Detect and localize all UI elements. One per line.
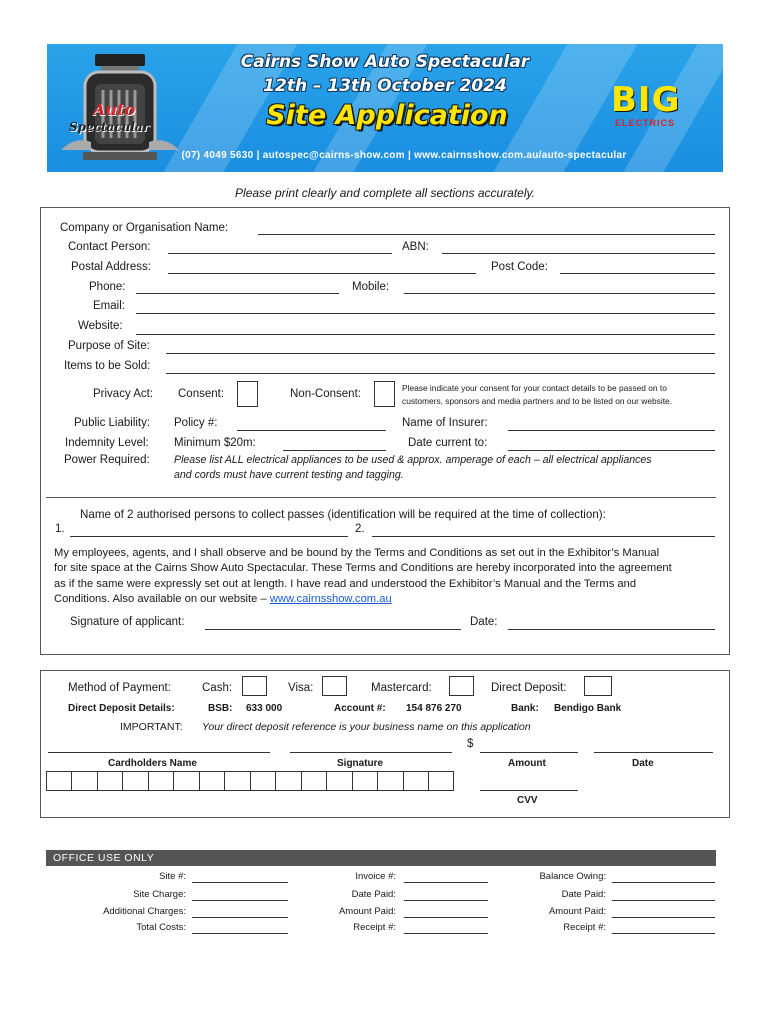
office-date-paid-label: Date Paid: xyxy=(351,889,396,900)
office-amount-paid-label: Amount Paid: xyxy=(338,906,396,917)
website-link[interactable]: www.cairnsshow.com.au xyxy=(269,593,392,606)
office-date-paid-2-field[interactable] xyxy=(612,900,715,901)
privacy-note-line-2: customers, sponsors and media partners and to be listed on our website. xyxy=(402,396,673,406)
section-divider xyxy=(46,497,716,498)
account-label: Account #: xyxy=(334,703,386,714)
cvv-label: CVV xyxy=(517,795,538,806)
office-additional-charges-field[interactable] xyxy=(192,917,288,918)
mastercard-checkbox[interactable] xyxy=(449,676,474,696)
card-digit-divider xyxy=(173,772,174,790)
logo-text-spectacular: Spectacular xyxy=(69,120,150,134)
purpose-field[interactable] xyxy=(166,353,715,354)
payment-date-field[interactable] xyxy=(594,752,713,753)
header-banner xyxy=(47,44,723,172)
terms-line-4 xyxy=(54,592,719,607)
office-site-charge-label: Site Charge: xyxy=(133,889,186,900)
big-logo-text: BIG xyxy=(611,80,681,120)
mobile-field[interactable] xyxy=(404,293,715,294)
office-date-paid-field[interactable] xyxy=(404,900,488,901)
terms-line-2: for site space at the Cairns Show Auto Spectacular. These Terms and Conditions are hereby incorporated into the agreement xyxy=(54,562,672,575)
phone-label: Phone: xyxy=(89,281,126,293)
postal-address-field[interactable] xyxy=(168,273,476,274)
bsb-value: 633 000 xyxy=(246,703,283,714)
contact-person-label: Contact Person: xyxy=(68,241,151,253)
signature-applicant-field[interactable] xyxy=(205,629,461,630)
office-total-costs-field[interactable] xyxy=(192,933,288,934)
office-invoice-field[interactable] xyxy=(404,882,488,883)
office-receipt-label: Receipt #: xyxy=(353,922,396,933)
card-digit-divider xyxy=(377,772,378,790)
card-digit-divider xyxy=(275,772,276,790)
office-amount-paid-2-field[interactable] xyxy=(612,917,715,918)
terms-line-3: as if the same were expressly set out at length. I have read and understood the Exhibitor’s Manual and the Terms and xyxy=(54,577,637,590)
card-digit-divider xyxy=(71,772,72,790)
consent-label: Consent: xyxy=(178,388,225,400)
bank-value: Bendigo Bank xyxy=(554,703,622,714)
office-use-header: OFFICE USE ONLY xyxy=(46,850,716,866)
card-digit-divider xyxy=(250,772,251,790)
cardholder-field[interactable] xyxy=(48,752,270,753)
consent-checkbox[interactable] xyxy=(237,381,258,407)
cash-checkbox[interactable] xyxy=(242,676,267,696)
bank-label: Bank: xyxy=(511,703,539,714)
card-signature-label: Signature xyxy=(337,758,384,769)
office-site-field[interactable] xyxy=(192,882,288,883)
applicant-date-label: Date: xyxy=(470,616,498,628)
website-field[interactable] xyxy=(136,334,715,335)
card-digit-divider xyxy=(122,772,123,790)
minimum-label: Minimum $20m: xyxy=(174,437,256,449)
terms-line-1: My employees, agents, and I shall observe and be bound by the Terms and Conditions as set out in the Exhibitor’s Manual xyxy=(54,547,660,559)
dd-details-label: Direct Deposit Details: xyxy=(68,703,175,714)
direct-deposit-label: Direct Deposit: xyxy=(491,682,567,694)
insurer-field[interactable] xyxy=(508,430,715,431)
office-receipt-field[interactable] xyxy=(404,933,488,934)
important-label: IMPORTANT: xyxy=(120,721,183,733)
purpose-label: Purpose of Site: xyxy=(68,340,150,352)
office-invoice-label: Invoice #: xyxy=(355,871,396,882)
banner-contact-line: (07) 4049 5630 | autospec@cairns-show.com | www.cairnsshow.com.au/auto-spectacular xyxy=(181,150,627,161)
person-1-field[interactable] xyxy=(70,536,348,537)
company-field[interactable] xyxy=(258,234,715,235)
banner-title-event: Cairns Show Auto Spectacular xyxy=(240,52,530,72)
intro-instruction: Please print clearly and complete all sections accurately. xyxy=(235,186,535,200)
abn-label: ABN: xyxy=(402,241,429,253)
office-balance-owing-label: Balance Owing: xyxy=(539,871,606,882)
bsb-label: BSB: xyxy=(208,703,233,714)
office-receipt-2-label: Receipt #: xyxy=(563,922,606,933)
mastercard-label: Mastercard: xyxy=(371,682,432,694)
post-code-label: Post Code: xyxy=(491,261,548,273)
power-note-line-2: and cords must have current testing and tagging. xyxy=(174,469,404,481)
card-digit-divider xyxy=(199,772,200,790)
card-digit-divider xyxy=(301,772,302,790)
important-note: Your direct deposit reference is your business name on this application xyxy=(202,721,531,733)
account-value: 154 876 270 xyxy=(406,703,462,714)
office-site-label: Site #: xyxy=(159,871,186,882)
non-consent-checkbox[interactable] xyxy=(374,381,395,407)
signature-applicant-label: Signature of applicant: xyxy=(70,616,185,628)
visa-label: Visa: xyxy=(288,682,314,694)
minimum-field[interactable] xyxy=(283,450,386,451)
policy-field[interactable] xyxy=(237,430,386,431)
dollar-sign: $ xyxy=(467,738,474,750)
card-digit-divider xyxy=(148,772,149,790)
office-receipt-2-field[interactable] xyxy=(612,933,715,934)
cash-label: Cash: xyxy=(202,682,233,694)
mobile-label: Mobile: xyxy=(352,281,390,293)
office-date-paid-2-label: Date Paid: xyxy=(561,889,606,900)
banner-title-site-application: Site Application xyxy=(266,100,508,131)
office-amount-paid-field[interactable] xyxy=(404,917,488,918)
phone-field[interactable] xyxy=(136,293,339,294)
applicant-date-field[interactable] xyxy=(508,629,715,630)
authorised-persons-heading: Name of 2 authorised persons to collect passes (identification will be required at the time of collection): xyxy=(80,508,606,521)
payment-date-label: Date xyxy=(632,758,654,769)
items-field[interactable] xyxy=(166,373,715,374)
method-of-payment-label: Method of Payment: xyxy=(68,682,171,694)
office-amount-paid-2-label: Amount Paid: xyxy=(548,906,606,917)
contact-person-field[interactable] xyxy=(168,253,392,254)
card-signature-field[interactable] xyxy=(290,752,452,753)
electrics-logo-text: ELECTRICS xyxy=(615,118,676,128)
office-site-charge-field[interactable] xyxy=(192,900,288,901)
website-label: Website: xyxy=(78,320,123,332)
postal-address-label: Postal Address: xyxy=(71,261,151,273)
privacy-note-line-1: Please indicate your consent for your contact details to be passed on to xyxy=(402,383,667,393)
public-liability-label: Public Liability: xyxy=(74,417,151,429)
card-digit-divider xyxy=(403,772,404,790)
insurer-label: Name of Insurer: xyxy=(402,417,488,429)
office-additional-charges-label: Additional Charges: xyxy=(103,906,186,917)
post-code-field[interactable] xyxy=(560,273,715,274)
email-label: Email: xyxy=(93,300,125,312)
privacy-act-label: Privacy Act: xyxy=(93,388,154,400)
company-label: Company or Organisation Name: xyxy=(60,222,229,234)
power-note-line-1: Please list ALL electrical appliances to be used & approx. amperage of each – all electrical appliances xyxy=(174,454,652,466)
date-current-field[interactable] xyxy=(508,450,715,451)
email-field[interactable] xyxy=(136,313,715,314)
terms-line-4-text: Conditions. Also available on our website – xyxy=(54,593,270,606)
person-1-label: 1. xyxy=(55,523,65,535)
office-total-costs-label: Total Costs: xyxy=(136,922,186,933)
visa-checkbox[interactable] xyxy=(322,676,347,696)
person-2-field[interactable] xyxy=(372,536,715,537)
amount-label: Amount xyxy=(508,758,546,769)
direct-deposit-checkbox[interactable] xyxy=(584,676,612,696)
big-electrics-logo xyxy=(603,80,695,130)
abn-field[interactable] xyxy=(442,253,715,254)
non-consent-label: Non-Consent: xyxy=(290,388,361,400)
policy-label: Policy #: xyxy=(174,417,218,429)
cardholder-label: Cardholders Name xyxy=(108,758,197,769)
indemnity-level-label: Indemnity Level: xyxy=(65,437,149,449)
office-balance-owing-field[interactable] xyxy=(612,882,715,883)
items-label: Items to be Sold: xyxy=(64,360,151,372)
banner-title-dates: 12th – 13th October 2024 xyxy=(263,76,507,96)
person-2-label: 2. xyxy=(355,523,365,535)
amount-field[interactable] xyxy=(480,752,578,753)
cvv-field[interactable] xyxy=(480,790,578,791)
logo-text-auto: Auto xyxy=(93,100,136,119)
card-digit-divider xyxy=(326,772,327,790)
card-digit-divider xyxy=(224,772,225,790)
card-number-field[interactable] xyxy=(46,771,454,791)
card-digit-divider xyxy=(428,772,429,790)
card-digit-divider xyxy=(97,772,98,790)
date-current-label: Date current to: xyxy=(408,437,488,449)
card-digit-divider xyxy=(352,772,353,790)
power-required-label: Power Required: xyxy=(64,454,150,466)
terms-paragraph xyxy=(54,546,719,608)
